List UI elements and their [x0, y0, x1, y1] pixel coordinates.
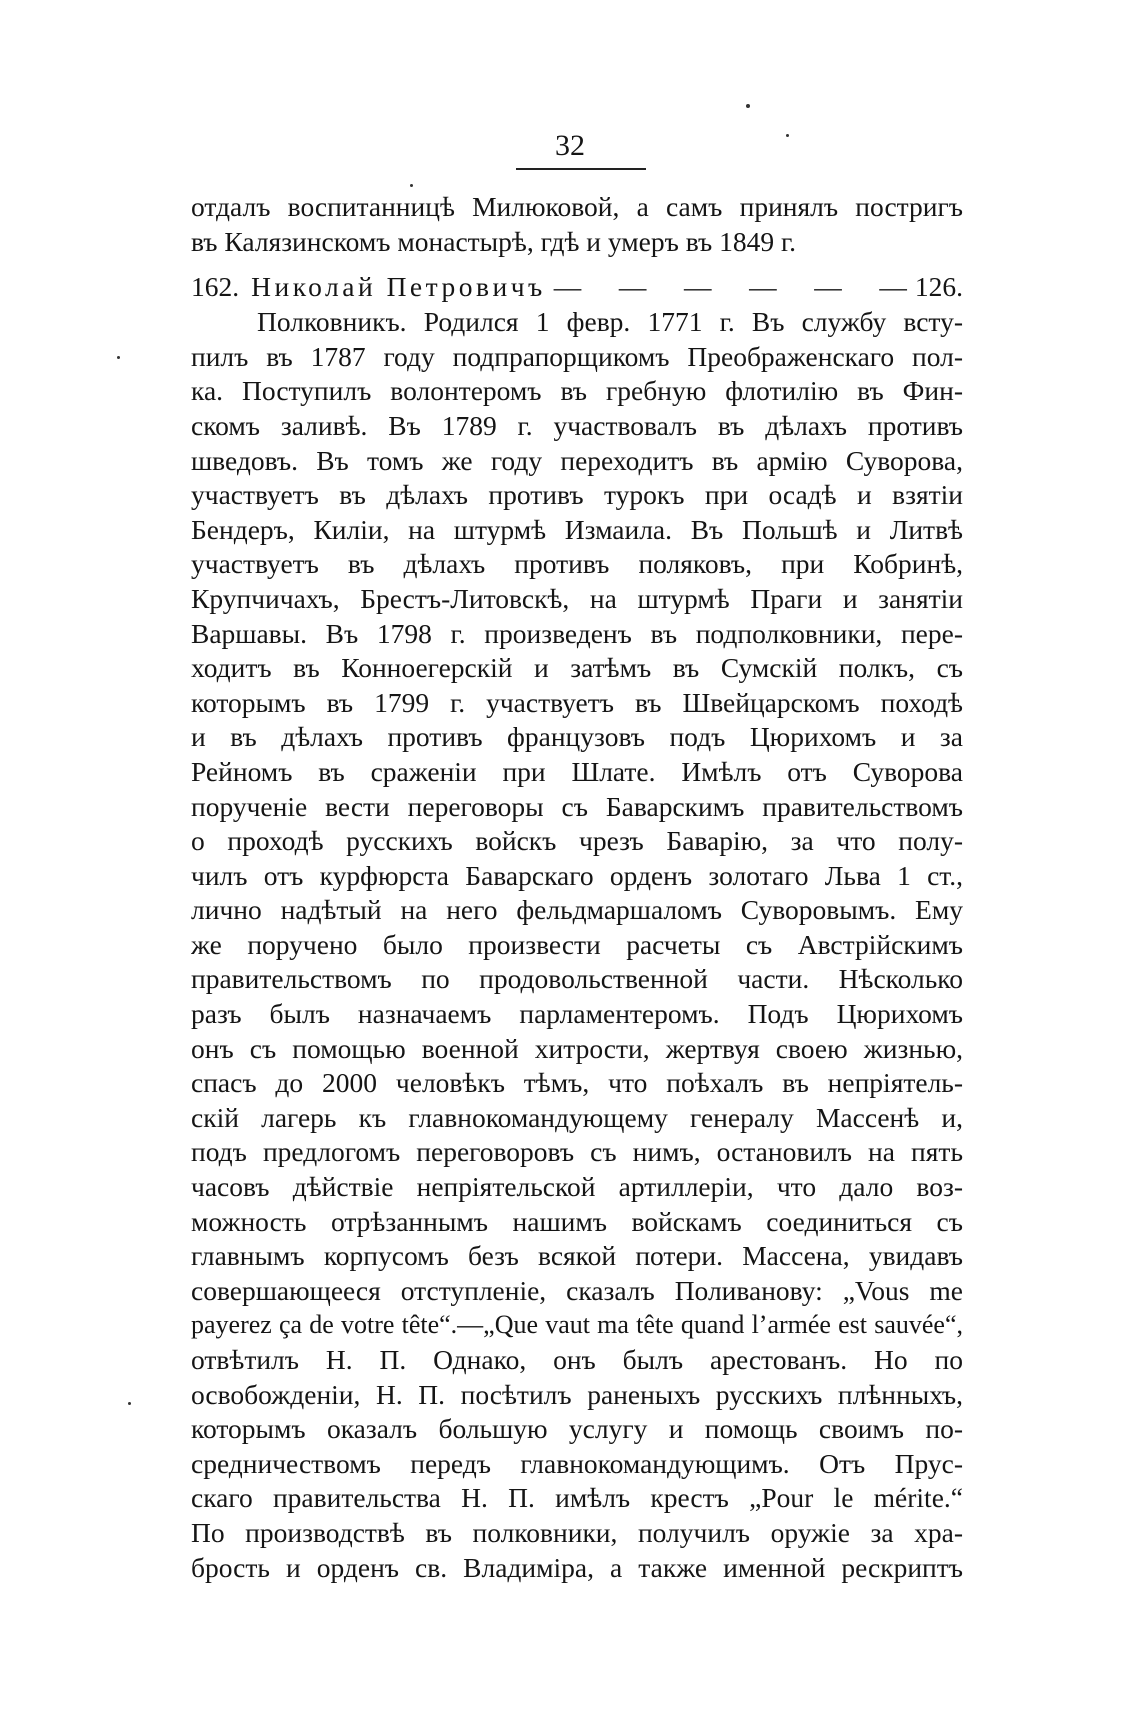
text-body: [191, 190, 963, 1585]
entry-gap: [191, 259, 963, 269]
entry-heading: [191, 269, 963, 305]
text-line: брость и орденъ св. Владиміра, а также именной рескриптъ: [191, 1551, 963, 1583]
text-line: участвуетъ въ дѣлахъ противъ турокъ при осадѣ и взятіи: [191, 479, 963, 511]
text-line: скаго правительства Н. П. имѣлъ крестъ „Pour le mérite.“: [191, 1482, 963, 1514]
text-line: и въ дѣлахъ противъ французовъ подъ Цюрихомъ и за: [191, 721, 963, 753]
text-line: Полковникъ. Родился 1 февр. 1771 г. Въ службу всту-: [257, 306, 963, 338]
text-line: пилъ въ 1787 году подпрапорщикомъ Преображенскаго пол-: [191, 340, 963, 372]
entry-dashes: — — — — — —: [553, 271, 907, 303]
text-line: которымъ оказалъ большую услугу и помощь своимъ по-: [191, 1413, 963, 1445]
text-line: скій лагерь къ главнокомандующему генералу Массенѣ и,: [191, 1101, 963, 1133]
text-line: средничествомъ передъ главнокомандующимъ. Отъ Прус-: [191, 1447, 963, 1479]
text-line: которымъ въ 1799 г. участвуетъ въ Швейцарскомъ походѣ: [191, 686, 963, 718]
text-line: По производствѣ въ полковники, получилъ оружіе за хра-: [191, 1516, 963, 1548]
text-line: Крупчичахъ, Брестъ-Литовскѣ, на штурмѣ Праги и занятіи: [191, 582, 963, 614]
text-line: главнымъ корпусомъ безъ всякой потери. Массена, увидавъ: [191, 1240, 963, 1272]
text-line: Рейномъ въ сраженіи при Шлате. Имѣлъ отъ Суворова: [191, 755, 963, 787]
text-line: совершающееся отступленіе, сказалъ Поливанову: „Vous me: [191, 1274, 963, 1306]
text-line: о проходѣ русскихъ войскъ чрезъ Баварію, за что полу-: [191, 825, 963, 857]
page-number: 32: [555, 129, 585, 162]
text-line: разъ былъ назначаемъ парламентеромъ. Подъ Цюрихомъ: [191, 998, 963, 1030]
scan-speck: [117, 356, 120, 359]
text-line: спасъ до 2000 человѣкъ тѣмъ, что поѣхалъ въ непріятель-: [191, 1067, 963, 1099]
text-line: ходитъ въ Конноегерскій и затѣмъ въ Сумскій полкъ, съ: [191, 652, 963, 684]
header-rule: [516, 168, 646, 170]
text-line: отдалъ воспитанницѣ Милюковой, а самъ принялъ постригъ: [191, 191, 963, 222]
text-line: можность отрѣзаннымъ нашимъ войскамъ соединиться съ: [191, 1205, 963, 1237]
text-line: ка. Поступилъ волонтеромъ въ гребную флотилію въ Фин-: [191, 375, 963, 407]
text-line: чилъ отъ курфюрста Баварскаго орденъ золотаго Льва 1 ст.,: [191, 859, 963, 891]
text-line: скомъ заливѣ. Въ 1789 г. участвовалъ въ дѣлахъ противъ: [191, 409, 963, 441]
text-line: шведовъ. Въ томъ же году переходитъ въ армію Суворова,: [191, 444, 963, 476]
entry-name: Николай Петровичъ: [251, 271, 546, 303]
text-line: часовъ дѣйствіе непріятельской артиллеріи, что дало воз-: [191, 1171, 963, 1203]
scan-speck: [128, 1402, 131, 1405]
text-line: порученіе вести переговоры съ Баварскимъ правительствомъ: [191, 790, 963, 822]
text-line: Бендеръ, Киліи, на штурмѣ Измаила. Въ Польшѣ и Литвѣ: [191, 513, 963, 545]
text-line: онъ съ помощью военной хитрости, жертвуя своею жизнью,: [191, 1032, 963, 1064]
text-line: освобожденіи, Н. П. посѣтилъ раненыхъ русскихъ плѣнныхъ,: [191, 1378, 963, 1410]
text-line: лично надѣтый на него фельдмаршаломъ Суворовымъ. Ему: [191, 894, 963, 926]
text-line: правительствомъ по продовольственной части. Нѣсколько: [191, 963, 963, 995]
text-line: отвѣтилъ Н. П. Однако, онъ былъ арестованъ. Но по: [191, 1344, 963, 1375]
text-line: же поручено было произвести расчеты съ Австрійскимъ: [191, 928, 963, 960]
scan-speck: [786, 134, 789, 137]
entry-reference: 126.: [914, 271, 963, 303]
text-line: подъ предлогомъ переговоровъ съ нимъ, остановилъ на пять: [191, 1136, 963, 1168]
text-line: въ Калязинскомъ монастырѣ, гдѣ и умеръ въ 1849 г.: [191, 225, 797, 257]
scan-speck: [746, 104, 750, 108]
scan-speck: [410, 184, 413, 187]
text-line: Варшавы. Въ 1798 г. произведенъ въ подполковники, пере-: [191, 617, 963, 649]
entry-number: 162.: [191, 271, 240, 303]
text-line: участвуетъ въ дѣлахъ противъ поляковъ, при Кобринѣ,: [191, 548, 963, 580]
text-line: payerez ça de votre tête“.—„Que vaut ma tête quand l’armée est sauvée“,: [191, 1310, 963, 1340]
